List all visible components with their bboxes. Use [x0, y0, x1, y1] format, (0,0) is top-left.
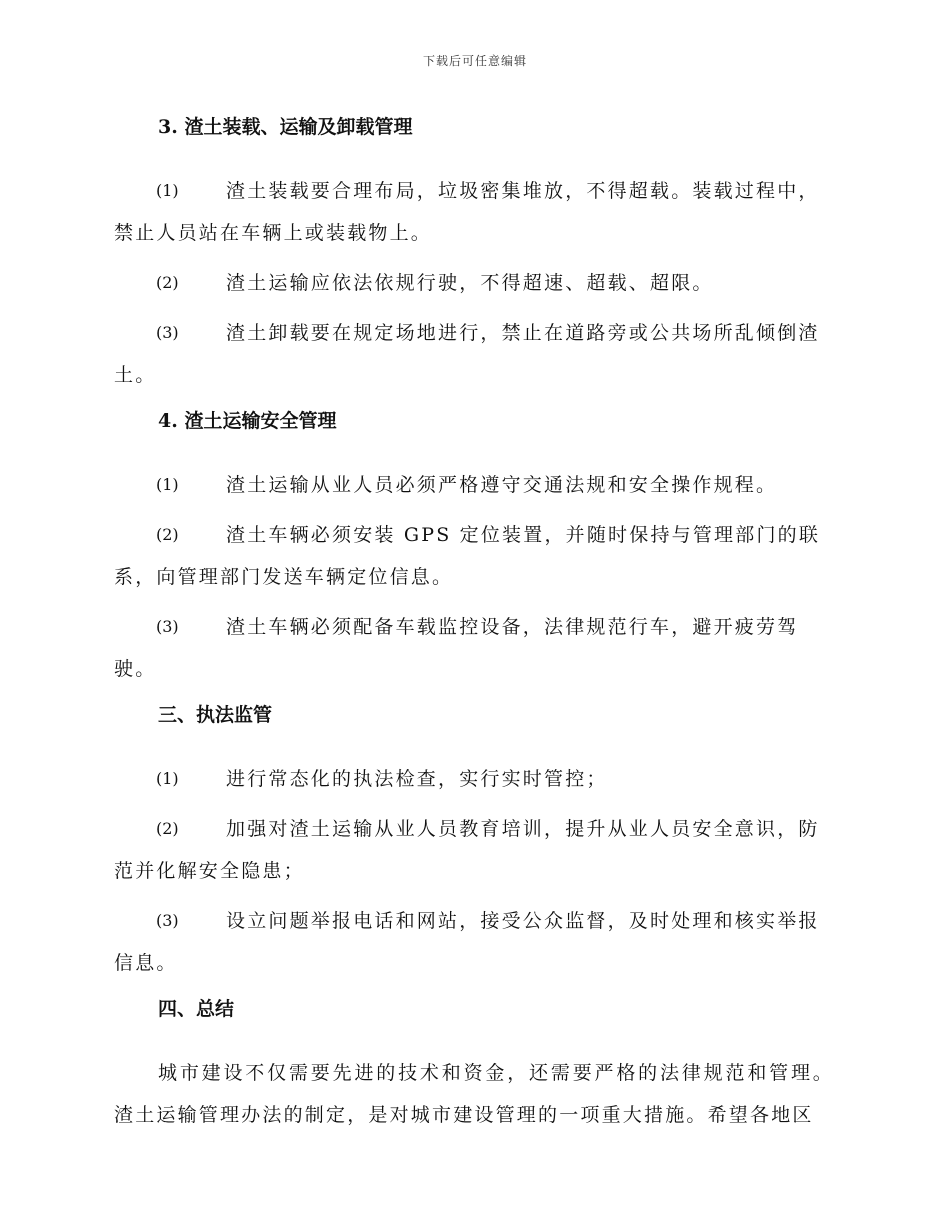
item-text: 渣土装载要合理布局，垃圾密集堆放，不得超载。装载过程中，	[226, 180, 820, 202]
item-number: (2)	[156, 273, 179, 292]
item-number: (3)	[156, 323, 179, 342]
item-text: 设立问题举报电话和网站，接受公众监督，及时处理和核实举报	[226, 910, 820, 932]
section-heading: 四、总结	[158, 998, 235, 1020]
item-text: 进行常态化的执法检查，实行实时管控；	[226, 768, 608, 790]
item-text-continued: 信息。	[114, 952, 178, 974]
list-item	[114, 514, 834, 598]
item-number: (2)	[156, 525, 179, 544]
item-text-continued: 系，向管理部门发送车辆定位信息。	[114, 566, 454, 588]
section-heading: 4. 渣土运输安全管理	[158, 410, 337, 432]
section-heading: 三、执法监管	[158, 704, 273, 726]
list-item	[114, 170, 834, 254]
item-text: 加强对渣土运输从业人员教育培训，提升从业人员安全意识，防	[226, 818, 820, 840]
item-text-continued: 范并化解安全隐患；	[114, 860, 305, 882]
item-text-continued: 驶。	[114, 658, 157, 680]
summary-paragraph: 城市建设不仅需要先进的技术和资金，还需要严格的法律规范和管理。渣土运输管理办法的制定，是对城市建设管理的一项重大措施。希望各地区	[114, 1062, 834, 1126]
item-number: (2)	[156, 819, 179, 838]
list-item	[114, 464, 834, 506]
item-text: 渣土车辆必须安装 GPS 定位装置，并随时保持与管理部门的联	[226, 524, 821, 546]
list-item	[114, 606, 834, 690]
item-number: (1)	[156, 475, 179, 494]
list-item	[114, 808, 834, 892]
list-item	[114, 900, 834, 984]
item-number: (1)	[156, 181, 179, 200]
item-number: (3)	[156, 617, 179, 636]
list-item	[114, 312, 834, 396]
list-item	[114, 758, 834, 800]
list-item	[114, 262, 834, 304]
item-text-continued: 禁止人员站在车辆上或装载物上。	[114, 222, 433, 244]
item-text-continued: 土。	[114, 364, 157, 386]
item-number: (3)	[156, 911, 179, 930]
page-header: 下载后可任意编辑	[422, 54, 527, 68]
item-text: 渣土运输应依法依规行驶，不得超速、超载、超限。	[226, 272, 714, 294]
item-text: 渣土车辆必须配备车载监控设备，法律规范行车，避开疲劳驾	[226, 616, 799, 638]
item-text: 渣土运输从业人员必须严格遵守交通法规和安全操作规程。	[226, 474, 778, 496]
item-text: 渣土卸载要在规定场地进行，禁止在道路旁或公共场所乱倾倒渣	[226, 322, 820, 344]
document-body	[114, 110, 834, 1144]
section-heading: 3. 渣土装载、运输及卸载管理	[158, 116, 413, 138]
item-number: (1)	[156, 769, 179, 788]
